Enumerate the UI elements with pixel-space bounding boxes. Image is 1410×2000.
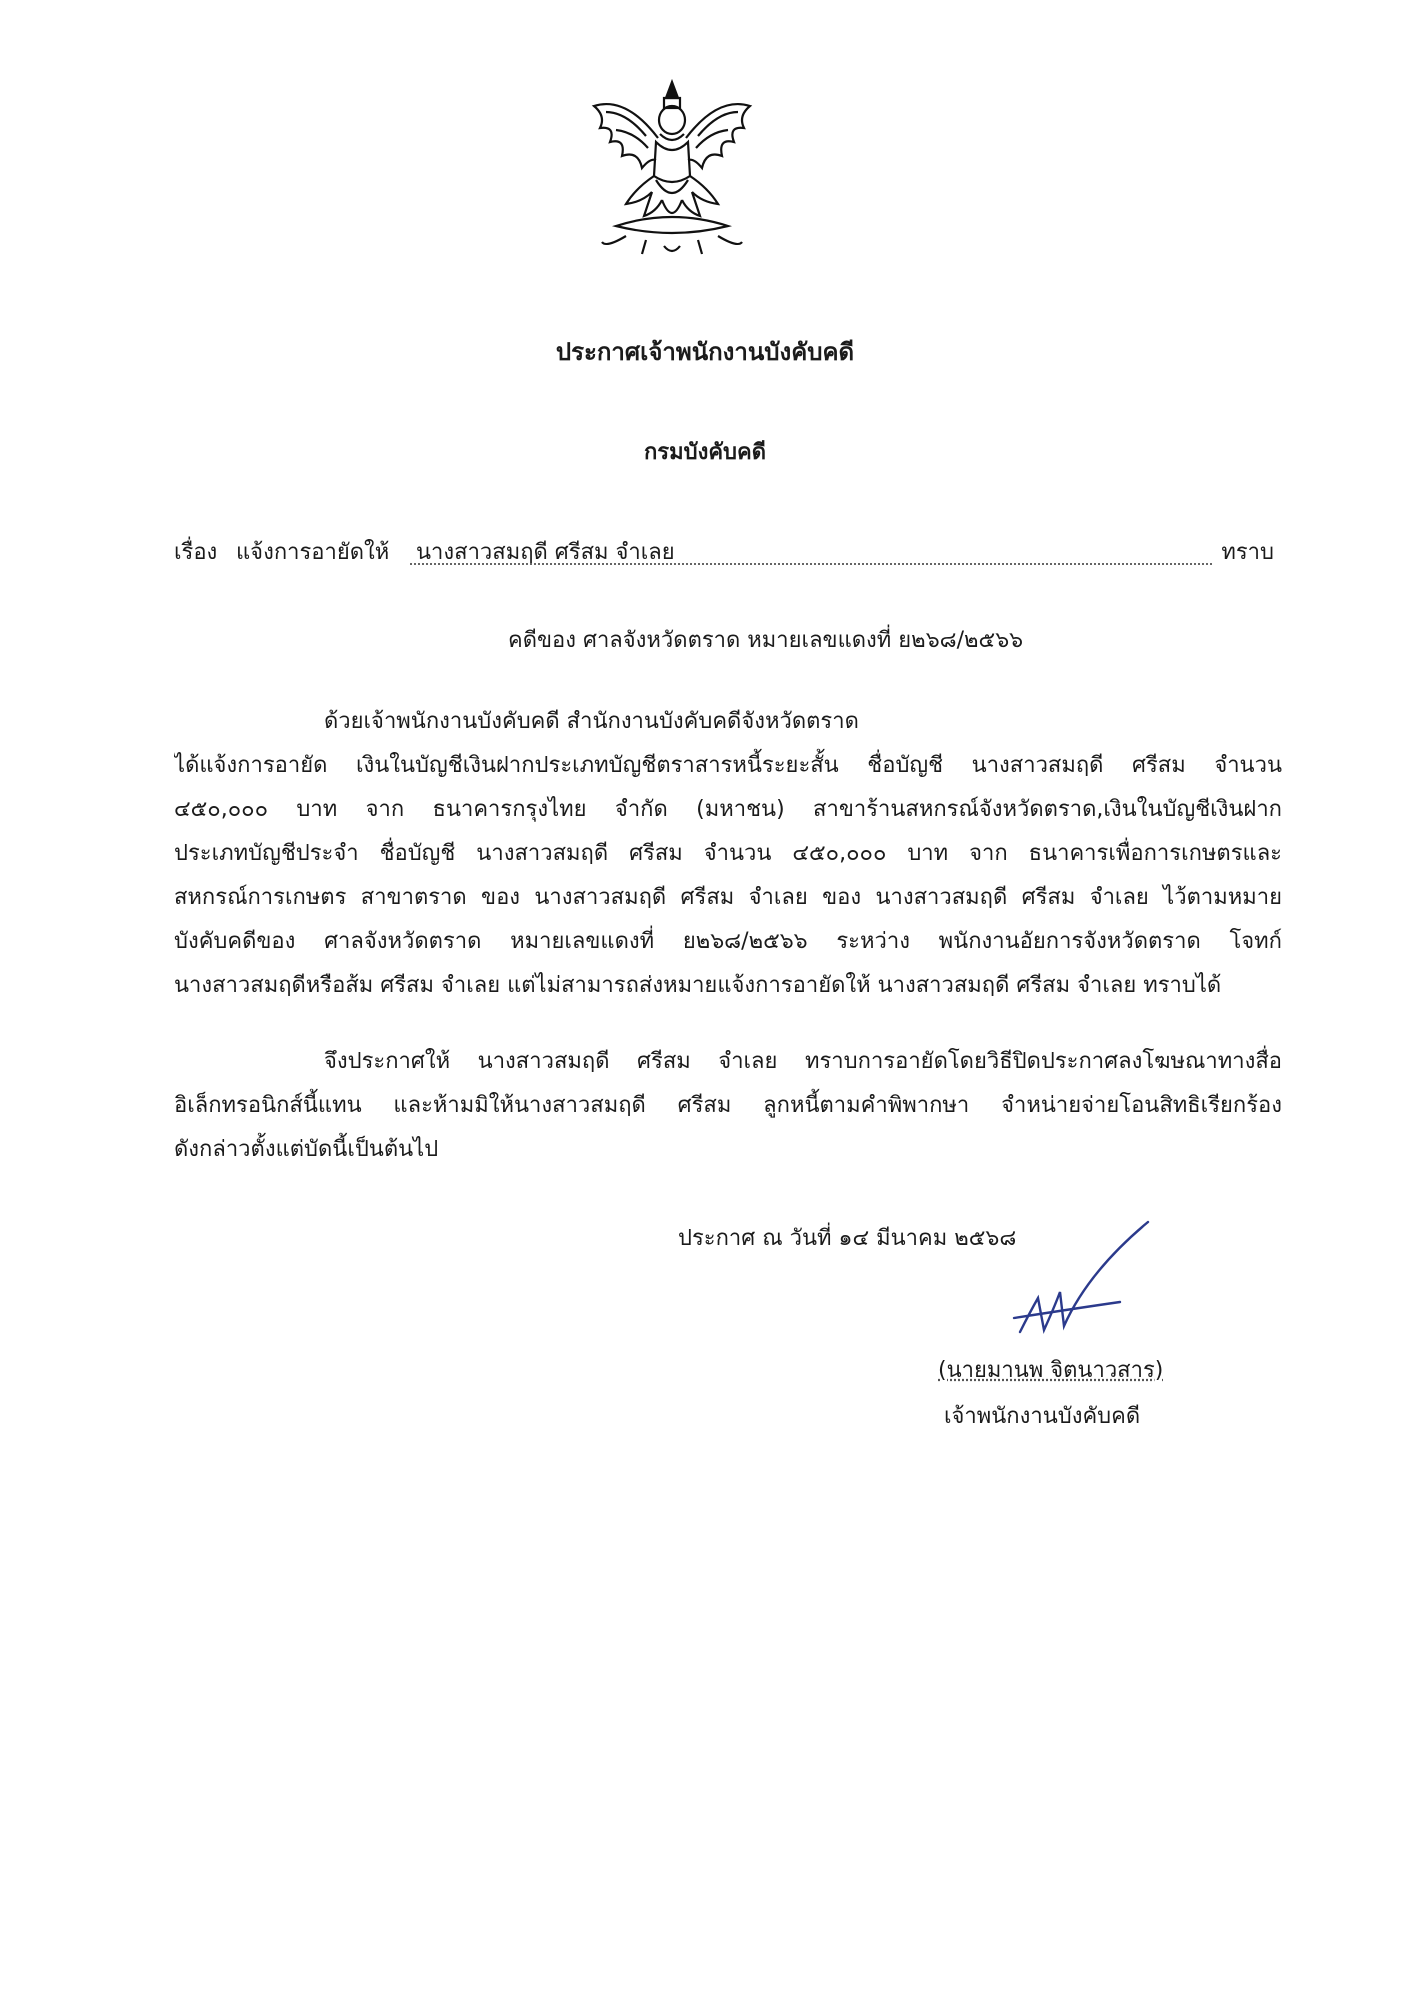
paragraph-line: ด้วยเจ้าพนักงานบังคับคดี สำนักงานบังคับคดีจังหวัดตราด	[324, 709, 859, 734]
garuda-emblem-icon	[586, 76, 758, 258]
body-paragraph-1	[174, 700, 1282, 1008]
subject-label: เรื่อง	[174, 540, 218, 565]
signatory-position: เจ้าพนักงานบังคับคดี	[944, 1404, 1141, 1429]
paragraph-line: ประเภทบัญชีประจำ ชื่อบัญชี นางสาวสมฤดี ศรีสม จำนวน ๔๕๐,๐๐๐ บาท จาก ธนาคารเพื่อการเกษตรและ	[174, 841, 1282, 866]
paragraph-line: ได้แจ้งการอายัด เงินในบัญชีเงินฝากประเภทบัญชีตราสารหนี้ระยะสั้น ชื่อบัญชี นางสาวสมฤดี ศรีสม จำนวน	[174, 753, 1282, 778]
defendant-name: นางสาวสมฤดี ศรีสม จำเลย	[416, 540, 675, 565]
signatory-name: (นายมานพ จิตนาวสาร)	[938, 1358, 1164, 1383]
body-paragraph-2	[174, 1040, 1282, 1172]
subject-acknowledge: ทราบ	[1221, 540, 1274, 565]
subject-line	[174, 534, 1274, 568]
paragraph-line: บังคับคดีของ ศาลจังหวัดตราด หมายเลขแดงที่ ย๒๖๘/๒๕๖๖ ระหว่าง พนักงานอัยการจังหวัดตราด โจทก์	[174, 929, 1282, 954]
paragraph-line: ดังกล่าวตั้งแต่บัดนี้เป็นต้นไป	[174, 1137, 439, 1162]
paragraph-line: ๔๕๐,๐๐๐ บาท จาก ธนาคารกรุงไทย จำกัด (มหาชน) สาขาร้านสหกรณ์จังหวัดตราด,เงินในบัญชีเงินฝาก	[174, 797, 1282, 822]
case-reference: คดีของ ศาลจังหวัดตราด หมายเลขแดงที่ ย๒๖๘/๒๕๖๖	[508, 628, 1024, 653]
handwritten-signature	[1008, 1212, 1158, 1342]
paragraph-line: นางสาวสมฤดีหรือส้ม ศรีสม จำเลย แต่ไม่สามารถส่งหมายแจ้งการอายัดให้ นางสาวสมฤดี ศรีสม จำเลย ทราบได้	[174, 973, 1222, 998]
announcement-title: ประกาศเจ้าพนักงานบังคับคดี	[555, 338, 855, 366]
paragraph-line: จึงประกาศให้ นางสาวสมฤดี ศรีสม จำเลย ทราบการอายัดโดยวิธีปิดประกาศลงโฆษณาทางสื่อ	[324, 1049, 1282, 1074]
announcement-date: ประกาศ ณ วันที่ ๑๔ มีนาคม ๒๕๖๘	[678, 1226, 1017, 1251]
department-name: กรมบังคับคดี	[643, 440, 767, 465]
paragraph-line: สหกรณ์การเกษตร สาขาตราด ของ นางสาวสมฤดี ศรีสม จำเลย ของ นางสาวสมฤดี ศรีสม จำเลย ไว้ตามหมาย	[174, 885, 1282, 910]
subject-action: แจ้งการอายัดให้	[236, 540, 390, 565]
paragraph-line: อิเล็กทรอนิกส์นี้แทน และห้ามมิให้นางสาวสมฤดี ศรีสม ลูกหนี้ตามคำพิพากษา จำหน่ายจ่ายโอนสิทธิเรียกร้อง	[174, 1093, 1282, 1118]
